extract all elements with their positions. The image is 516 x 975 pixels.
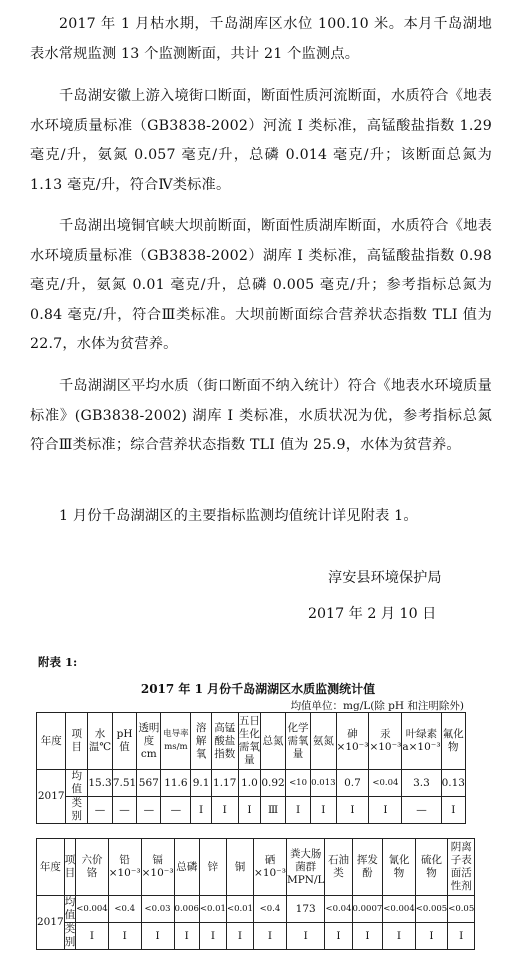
value-cell: <0.03 [141,896,174,923]
col-header: pH值 [112,713,136,770]
value-cell: — [112,797,136,824]
value-cell: — [88,797,113,824]
col-header: 水温℃ [88,713,113,770]
value-cell: Ⅰ [285,797,310,824]
value-cell: Ⅰ [238,797,261,824]
value-cell: 9.1 [191,770,211,797]
value-cell: Ⅰ [174,923,199,950]
row-label: 类别 [66,797,88,824]
value-cell: Ⅰ [311,797,336,824]
value-cell: 0.006 [174,896,199,923]
signature-date: 2017 年 2 月 10 日 [308,606,437,622]
value-cell: Ⅰ [199,923,226,950]
value-cell: 0.7 [336,770,369,797]
col-header: 溶解氧 [191,713,211,770]
value-cell: Ⅰ [76,923,108,950]
col-header: 硒×10⁻³ [254,839,287,896]
value-cell: 0.013 [311,770,336,797]
col-header: 砷×10⁻³ [336,713,369,770]
value-cell: 0.0007 [352,896,383,923]
col-header: 挥发酚 [352,839,383,896]
year-header: 年度 [37,713,66,770]
col-header: 化学需氧量 [285,713,310,770]
value-cell: 567 [137,770,161,797]
monitoring-table-2 [36,838,475,950]
item-header: 项目 [66,713,88,770]
value-cell: 7.51 [112,770,136,797]
col-header: 氨氮 [311,713,336,770]
value-cell: Ⅰ [191,797,211,824]
value-cell: 0.92 [261,770,286,797]
value-cell: Ⅲ [261,797,286,824]
value-cell: <0.01 [226,896,253,923]
col-header: 总磷 [174,839,199,896]
col-header: 阴离子表面活性剂 [448,839,475,896]
value-cell: <0.4 [108,896,141,923]
value-cell: 15.3 [88,770,113,797]
value-cell: 0.13 [441,770,465,797]
value-cell: <0.05 [448,896,475,923]
value-cell: Ⅰ [211,797,238,824]
year-header: 年度 [37,839,65,896]
year-cell: 2017 [37,770,66,824]
paragraph-water-level: 2017 年 1 月枯水期，千岛湖库区水位 100.10 米。本月千岛湖地表水常规监测 13 个监测断面，共计 21 个监测点。 [30,16,492,62]
value-cell: Ⅰ [383,923,415,950]
paragraph-dam-section: 千岛湖出境铜官峡大坝前断面，断面性质湖库断面，水质符合《地表水环境质量标准（GB3838-2002）湖库 Ⅰ 类标准，高锰酸盐指数 0.98 毫克/升，氨氮 0.01 毫克/升，总磷 0.005 毫克/升；参考指标总氮为 0.84 毫克/升，符合Ⅲ类标准。大坝前断面综合营养状态指数 TLI 值为 22.7，水体为贫营养。 [30,218,492,352]
units-note: 均值单位：mg/L(除 pH 和注明除外) [290,700,464,712]
value-cell: Ⅰ [226,923,253,950]
year-cell: 2017 [37,896,65,950]
value-cell: Ⅰ [254,923,287,950]
col-header: 硫化物 [415,839,447,896]
value-cell: <0.005 [415,896,447,923]
col-header: 粪大肠菌群MPN/L [286,839,325,896]
value-cell: 1.17 [211,770,238,797]
value-cell: 11.6 [161,770,191,797]
value-cell: Ⅰ [441,797,465,824]
row-label: 类别 [64,923,76,948]
value-cell: — [161,797,191,824]
value-cell: 3.3 [402,770,441,797]
value-cell: Ⅰ [286,923,325,950]
value-cell: Ⅰ [336,797,369,824]
paragraph-appendix-note: 1 月份千岛湖湖区的主要指标监测均值统计详见附表 1。 [59,508,418,524]
value-cell: Ⅰ [448,923,475,950]
col-header: 五日生化需氧量 [238,713,261,770]
value-cell: Ⅰ [141,923,174,950]
value-cell: <10 [285,770,310,797]
table-title: 2017 年 1 月份千岛湖湖区水质监测统计值 [140,682,376,696]
paragraph-jiekou-section: 千岛湖安徽上游入境街口断面，断面性质河流断面，水质符合《地表水环境质量标准（GB3838-2002）河流 Ⅰ 类标准，高锰酸盐指数 1.29 毫克/升，氨氮 0.057 毫克/升，总磷 0.014 毫克/升；该断面总氮为 1.13 毫克/升，符合Ⅳ类标准。 [30,88,492,193]
row-label: 均值 [64,896,76,921]
value-cell: <0.04 [369,770,402,797]
value-cell: 173 [286,896,325,923]
value-cell: 1.0 [238,770,261,797]
col-header: 铅×10⁻³ [108,839,141,896]
value-cell: <0.004 [383,896,415,923]
col-header: 透明度cm [137,713,161,770]
value-cell: <0.4 [254,896,287,923]
value-cell: — [402,797,441,824]
value-cell: Ⅰ [108,923,141,950]
col-header: 电导率ms/m [161,713,191,770]
signature-org: 淳安县环境保护局 [328,570,442,586]
value-cell: — [137,797,161,824]
col-header: 总氮 [261,713,286,770]
col-header: 汞×10⁻³ [369,713,402,770]
paragraph-lake-average: 千岛湖湖区平均水质（街口断面不纳入统计）符合《地表水环境质量标准》(GB3838-2002) 湖库 Ⅰ 类标准，水质状况为优，参考指标总氮符合Ⅲ类标准；综合营养状态指数 TLI 值为 25.9，水体为贫营养。 [30,378,492,453]
col-header: 叶绿素a×10⁻³ [402,713,441,770]
value-cell: <0.004 [76,896,108,923]
col-header: 铜 [226,839,253,896]
col-header: 高锰酸盐指数 [211,713,238,770]
value-cell: Ⅰ [325,923,352,950]
item-header: 项目 [64,839,76,896]
col-header: 氟化物 [441,713,465,770]
value-cell: Ⅰ [352,923,383,950]
appendix-label: 附表 1: [38,655,78,669]
col-header: 石油类 [325,839,352,896]
value-cell: Ⅰ [369,797,402,824]
monitoring-table-1 [36,712,466,824]
value-cell: Ⅰ [415,923,447,950]
row-label: 均值 [66,770,88,797]
col-header: 锌 [199,839,226,896]
col-header: 氰化物 [383,839,415,896]
value-cell: <0.04 [325,896,352,923]
value-cell: <0.01 [199,896,226,923]
col-header: 镉×10⁻³ [141,839,174,896]
col-header: 六价铬 [76,839,108,896]
